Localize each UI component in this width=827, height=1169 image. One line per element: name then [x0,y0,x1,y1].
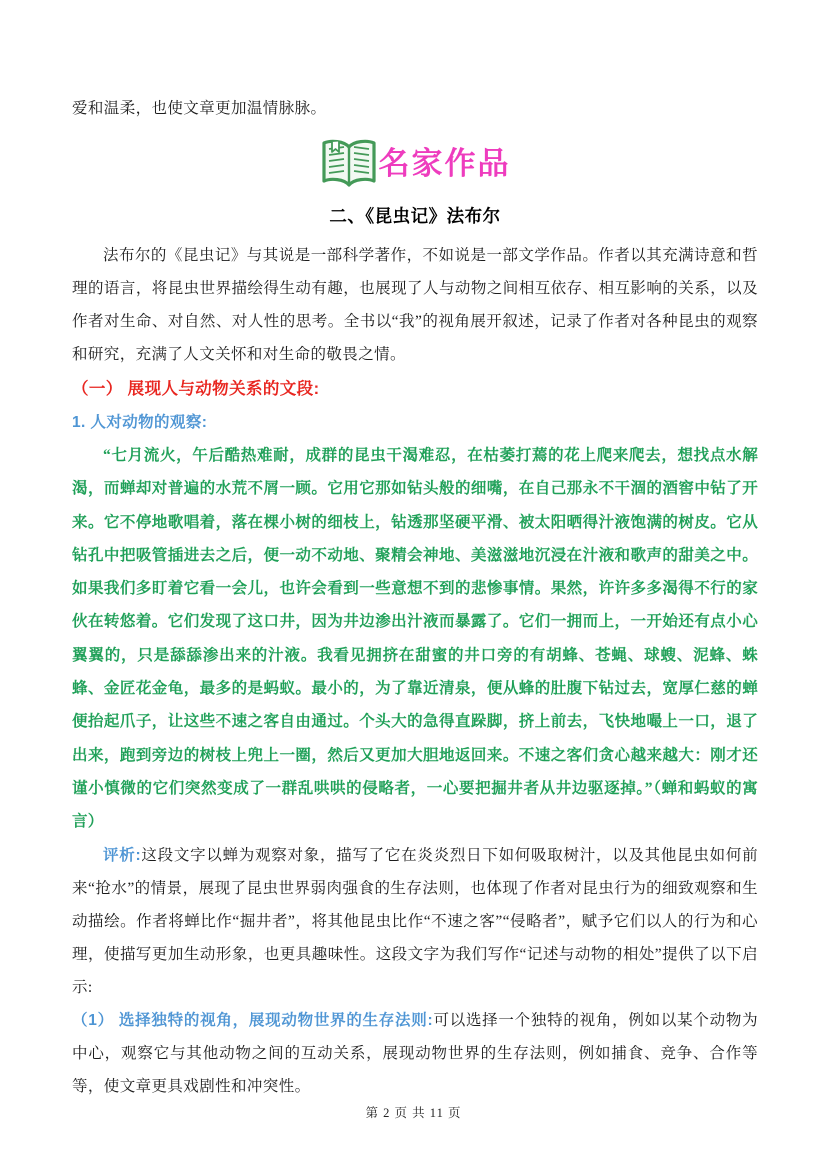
page-footer: 第 2 页 共 11 页 [365,1106,462,1120]
open-book-icon [320,136,378,192]
intro-paragraph: 法布尔的《昆虫记》与其说是一部科学著作，不如说是一部文学作品。作者以其充满诗意和哲理的语言，将昆虫世界描绘得生动有趣，也展现了人与动物之间相互依存、相互影响的关系，以及作者对生命、对自然、对人性的思考。全书以“我”的视角展开叙述，记录了作者对各种昆虫的观察和研究，充满了人文关怀和对生命的敬畏之情。 [72,247,758,363]
continuation-paragraph: 爱和温柔，也使文章更加温情脉脉。 [72,100,327,117]
banner-label: 名家作品 [378,146,511,181]
famous-works-banner [72,133,758,195]
review-text: 这段文字以蝉为观察对象，描写了它在炎炎烈日下如何吸取树汁，以及其他昆虫如何前来“抢水”的情景，展现了昆虫世界弱肉强食的生存法则，也体现了作者对昆虫行为的细致观察和生动描绘。作者将蝉比作“掘井者”，将其他昆虫比作“不速之客”“侵略者”，赋予它们以人的行为和心理，使描写更加生动形象，也更具趣味性。这段文字为我们写作“记述与动物的相处”提供了以下启示: [72,846,759,996]
tip1-label: （1） 选择独特的视角，展现动物世界的生存法则: [72,1011,434,1029]
review-paragraph [72,839,758,1004]
tip1-paragraph [72,1004,758,1103]
section-title: 二、《昆虫记》法布尔 [329,206,501,226]
review-label: 评析: [103,846,142,864]
heading-passage-category: （一） 展现人与动物关系的文段: [72,380,320,398]
tip1-text: 可以选择一个独特的视角，例如以某个动物为中心，观察它与其他动物之间的互动关系，展现动物世界的生存法则，例如捕食、竞争、合作等等，使文章更具戏剧性和冲突性。 [72,1011,758,1095]
heading-observation: 1. 人对动物的观察: [72,414,208,431]
quote-paragraph: “七月流火，午后酷热难耐，成群的昆虫干渴难忍，在枯萎打蔫的花上爬来爬去，想找点水解渴，而蝉却对普遍的水荒不屑一顾。它用它那如钻头般的细嘴，在自己那永不干涸的酒窖中钻了开来。它不停地歌唱着，落在棵小树的细枝上，钻透那坚硬平滑、被太阳晒得汁液饱满的树皮。它从钻孔中把吸管插进去之后，便一动不动地、聚精会神地、美滋滋地沉浸在汁液和歌声的甜美之中。如果我们多盯着它看一会儿，也许会看到一些意想不到的悲惨事情。果然，许许多多渴得不行的家伙在转悠着。它们发现了这口井，因为井边渗出汁液而暴露了。它们一拥而上，一开始还有点小心翼翼的，只是舔舔渗出来的汁液。我看见拥挤在甜蜜的井口旁的有胡蜂、苍蝇、球螋、泥蜂、蛛蜂、金匠花金龟，最多的是蚂蚁。最小的，为了靠近清泉，便从蜂的肚腹下钻过去，宽厚仁慈的蝉便抬起爪子，让这些不速之客自由通过。个头大的急得直跺脚，挤上前去，飞快地嘬上一口，退了出来，跑到旁边的树枝上兜上一圈，然后又更加大胆地返回来。不速之客们贪心越来越大：刚才还谨小慎微的它们突然变成了一群乱哄哄的侵略者，一心要把掘井者从井边驱逐掉。”（蝉和蚂蚁的寓言） [72,447,758,831]
